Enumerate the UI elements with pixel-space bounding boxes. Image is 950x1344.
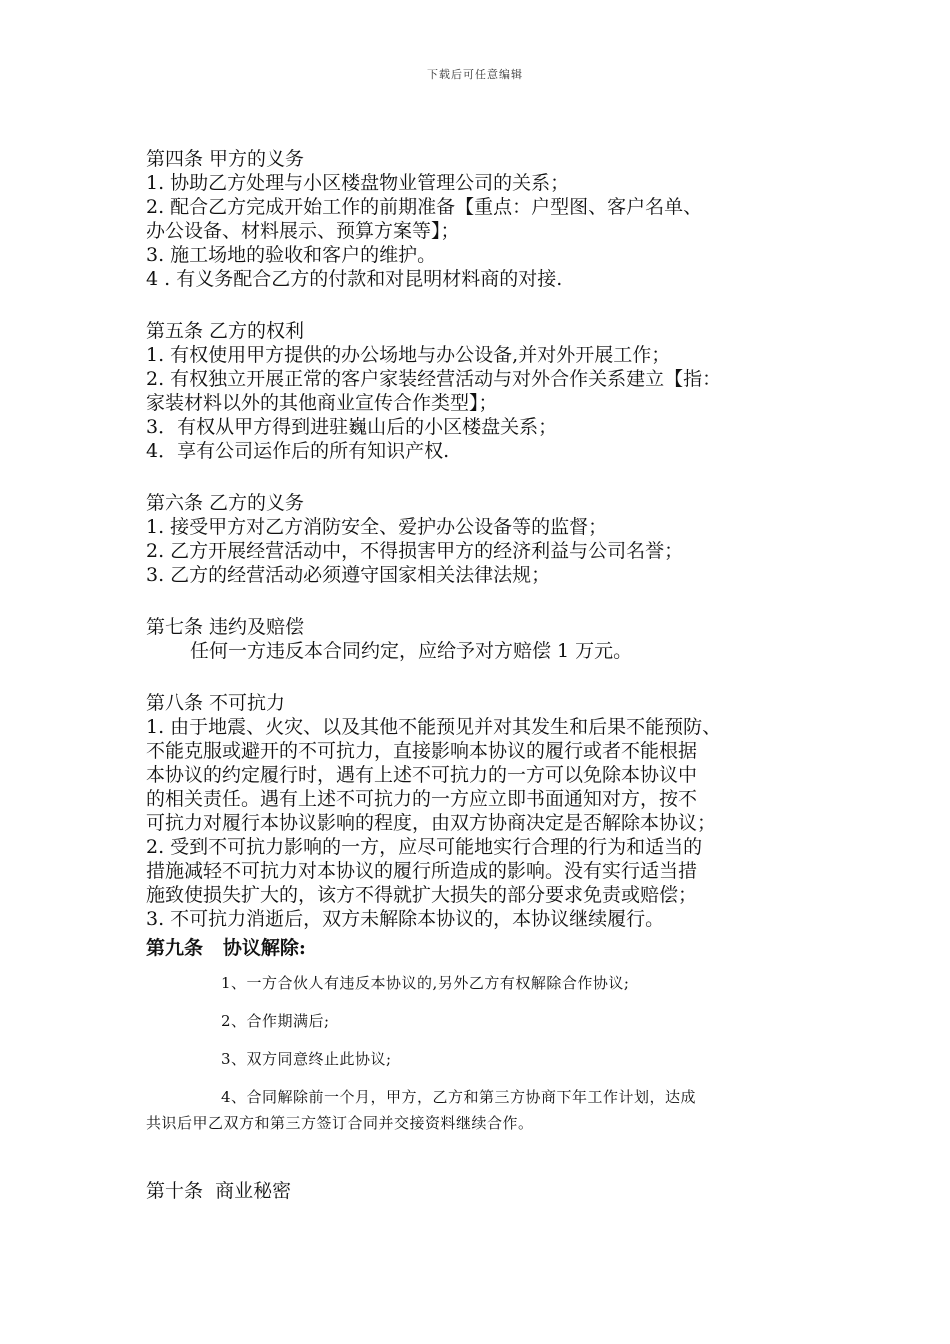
paragraph-line: 1. 有权使用甲方提供的办公场地与办公设备,并对外开展工作； — [146, 344, 671, 366]
spacer — [146, 587, 816, 615]
list-item: 1、一方合伙人有违反本协议的,另外乙方有权解除合作协议; — [221, 974, 630, 992]
section-title: 第五条 乙方的权利 — [146, 320, 305, 342]
paragraph-line: 1. 协助乙方处理与小区楼盘物业管理公司的关系； — [146, 172, 570, 194]
spacer — [146, 993, 816, 1011]
paragraph-line: 家装材料以外的其他商业宣传合作类型】； — [146, 392, 498, 414]
spacer — [146, 1069, 816, 1087]
spacer — [146, 291, 816, 319]
paragraph-line: 可抗力对履行本协议影响的程度，由双方协商决定是否解除本协议； — [146, 812, 717, 834]
document-body — [146, 147, 816, 1203]
section-title: 第九条 协议解除: — [146, 937, 306, 959]
spacer — [146, 1133, 816, 1179]
spacer — [146, 961, 816, 973]
paragraph-line: 4 . 有义务配合乙方的付款和对昆明材料商的对接. — [146, 268, 563, 290]
paragraph-line: 办公设备、材料展示、预算方案等】； — [146, 220, 460, 242]
section-7 — [146, 615, 816, 663]
section-title: 第六条 乙方的义务 — [146, 492, 305, 514]
section-title: 第十条 商业秘密 — [146, 1180, 292, 1202]
paragraph-line: 4．享有公司运作后的所有知识产权. — [146, 440, 450, 462]
paragraph-line: 2. 乙方开展经营活动中，不得损害甲方的经济利益与公司名誉； — [146, 540, 684, 562]
paragraph-line: 2. 受到不可抗力影响的一方，应尽可能地实行合理的行为和适当的 — [146, 836, 703, 858]
paragraph-line: 2. 有权独立开展正常的客户家装经营活动与对外合作关系建立【指： — [146, 368, 722, 390]
paragraph-line: 3．有权从甲方得到进驻巍山后的小区楼盘关系； — [146, 416, 558, 438]
list-item: 4、合同解除前一个月，甲方，乙方和第三方协商下年工作计划，达成 — [221, 1088, 697, 1106]
paragraph-line: 2. 配合乙方完成开始工作的前期准备【重点：户型图、客户名单、 — [146, 196, 703, 218]
section-8 — [146, 691, 816, 931]
paragraph-line: 措施减轻不可抗力对本协议的履行所造成的影响。没有实行适当措 — [146, 860, 698, 882]
paragraph-line: 不能克服或避开的不可抗力，直接影响本协议的履行或者不能根据 — [146, 740, 698, 762]
paragraph-line: 1. 接受甲方对乙方消防安全、爱护办公设备等的监督； — [146, 516, 608, 538]
paragraph-line: 施致使损失扩大的，该方不得就扩大损失的部分要求免责或赔偿； — [146, 884, 698, 906]
section-4 — [146, 147, 816, 291]
spacer — [146, 1031, 816, 1049]
section-title: 第七条 违约及赔偿 — [146, 616, 305, 638]
section-9 — [146, 935, 816, 1133]
paragraph-line: 3. 乙方的经营活动必须遵守国家相关法律法规； — [146, 564, 551, 586]
section-5 — [146, 319, 816, 463]
paragraph-line: 的相关责任。遇有上述不可抗力的一方应立即书面通知对方，按不 — [146, 788, 698, 810]
paragraph-line: 3. 不可抗力消逝后，双方未解除本协议的，本协议继续履行。 — [146, 908, 665, 930]
section-title: 第四条 甲方的义务 — [146, 148, 305, 170]
paragraph-line: 本协议的约定履行时，遇有上述不可抗力的一方可以免除本协议中 — [146, 764, 698, 786]
paragraph-line: 任何一方违反本合同约定，应给予对方赔偿 1 万元。 — [190, 640, 633, 662]
list-item: 共识后甲乙双方和第三方签订合同并交接资料继续合作。 — [146, 1114, 534, 1132]
section-6 — [146, 491, 816, 587]
section-title: 第八条 不可抗力 — [146, 692, 286, 714]
spacer — [146, 463, 816, 491]
page-header: 下载后可任意编辑 — [427, 68, 523, 81]
paragraph-line: 3. 施工场地的验收和客户的维护。 — [146, 244, 437, 266]
list-item: 2、合作期满后; — [221, 1012, 330, 1030]
paragraph-line: 1. 由于地震、火灾、以及其他不能预见并对其发生和后果不能预防、 — [146, 716, 722, 738]
section-10 — [146, 1179, 816, 1203]
spacer — [146, 663, 816, 691]
list-item: 3、双方同意终止此协议; — [221, 1050, 392, 1068]
